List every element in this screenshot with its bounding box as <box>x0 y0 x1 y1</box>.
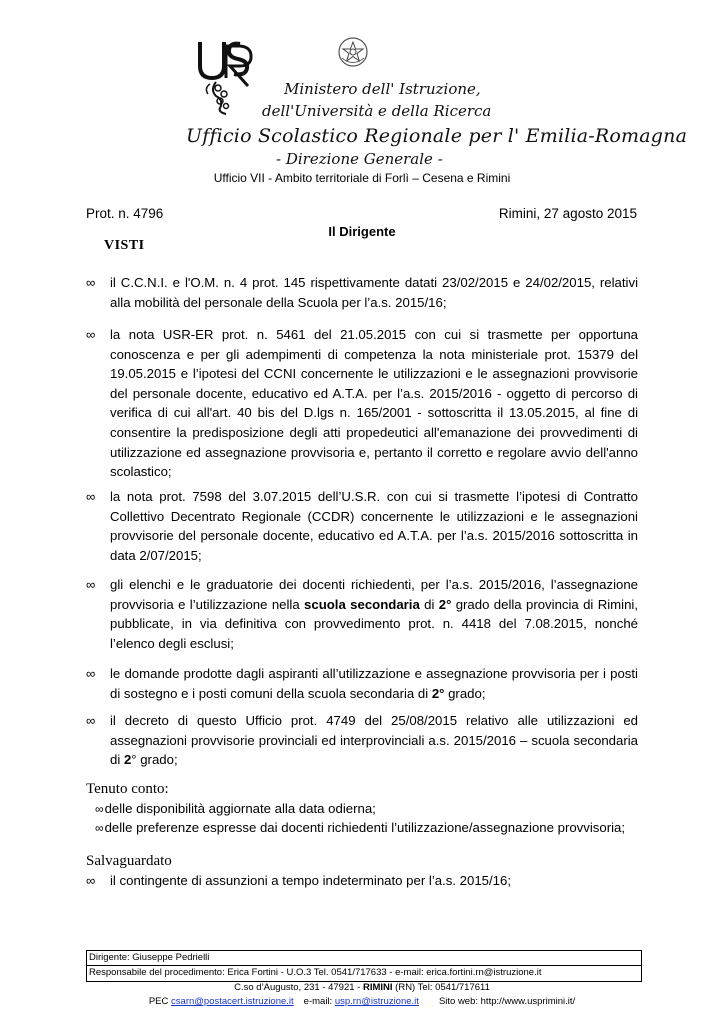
document-title: Il Dirigente <box>328 224 396 239</box>
ministry-line-2: dell'Università e della Ricerca <box>262 102 492 120</box>
office-line: Ufficio Scolastico Regionale per l' Emilia-Romagna <box>186 125 688 147</box>
infinity-bullet-icon: ∞ <box>86 489 96 504</box>
list-item <box>86 487 638 565</box>
list-item: ∞delle disponibilità aggiornate alla data odierna; <box>95 801 376 816</box>
ministry-line-1: Ministero dell' Istruzione, <box>284 80 481 98</box>
infinity-bullet-icon: ∞ <box>86 577 96 592</box>
item-text: la nota USR-ER prot. n. 5461 del 21.05.2015 con cui si trasmette per opportuna conoscenza e per gli adempimenti di competenza la nota ministeriale prot. 15379 del 19.05.2015 e l’ipotesi del CCNI concernente le utilizzazioni e le assegnazioni provvisorie del personale docente, educativo ed A.T.A. per l’a.s. 2015/2016 - oggetto di percorso di verifica di cui all'art. 40 bis del D.lgs n. 165/2001 - sottoscritta il 13.05.2015, al fine di consentire la predisposizione degli atti propedeutici all'emanazione dei provvedimenti di utilizzazione ed assegnazione provvisoria e, pertanto il corretto e regolare avvio dell'anno scolastico; <box>110 327 638 480</box>
list-item <box>86 871 638 891</box>
visti-heading: VISTI <box>104 238 145 253</box>
infinity-bullet-icon: ∞ <box>86 713 96 728</box>
infinity-bullet-icon: ∞ <box>86 666 96 681</box>
item-text: il contingente di assunzioni a tempo indeterminato per l’a.s. 2015/16; <box>110 873 512 888</box>
item-text: il decreto di questo Ufficio prot. 4749 del 25/08/2015 relativo alle utilizzazioni ed assegnazioni provvisorie provinciali ed interprovinciali a.s. 2015/2016 – scuola secondaria di 2° grado; <box>110 713 638 768</box>
email-link[interactable]: usp.rn@istruzione.it <box>334 996 419 1007</box>
republic-emblem-icon <box>337 36 369 68</box>
document-date: Rimini, 27 agosto 2015 <box>498 206 637 221</box>
ufficio-subtitle: Ufficio VII - Ambito territoriale di Forlì – Cesena e Rimini <box>213 171 511 185</box>
pec-link[interactable]: csarn@postacert.istruzione.it <box>171 996 294 1007</box>
salvaguardato-heading: Salvaguardato <box>86 853 172 869</box>
list-item <box>86 325 638 482</box>
infinity-bullet-icon: ∞ <box>86 327 96 342</box>
footer-contacts: PEC csarn@postacert.istruzione.it e-mail: usp.rn@istruzione.it Sito web: http://www.usprimini.it/ <box>148 996 576 1007</box>
list-item <box>86 575 638 653</box>
footer-dirigente: Dirigente: Giuseppe Pedrielli <box>87 951 641 966</box>
list-item: ∞delle preferenze espresse dai docenti richiedenti l’utilizzazione/assegnazione provvisoria; <box>95 820 626 835</box>
list-item <box>86 711 638 770</box>
infinity-bullet-icon: ∞ <box>95 821 104 835</box>
infinity-bullet-icon: ∞ <box>86 275 96 290</box>
footer-box <box>86 950 642 982</box>
footer-address: C.so d’Augusto, 231 - 47921 - RIMINI (RN) Tel: 0541/717611 <box>234 982 490 993</box>
item-text: le domande prodotte dagli aspiranti all’utilizzazione e assegnazione provvisoria per i posti di sostegno e i posti comuni della scuola secondaria di 2° grado; <box>110 666 638 701</box>
item-text: il C.C.N.I. e l'O.M. n. 4 prot. 145 rispettivamente datati 23/02/2015 e 24/02/2015, relativi alla mobilità del personale della Scuola per l’a.s. 2015/16; <box>110 275 638 310</box>
list-item <box>86 273 638 312</box>
website-text: Sito web: http://www.usprimini.it/ <box>438 996 576 1007</box>
infinity-bullet-icon: ∞ <box>86 873 96 888</box>
list-item <box>86 664 638 703</box>
direction-line: - Direzione Generale - <box>276 150 443 168</box>
infinity-bullet-icon: ∞ <box>95 802 104 816</box>
tenuto-conto-heading: Tenuto conto: <box>86 781 169 797</box>
footer-responsabile: Responsabile del procedimento: Erica Fortini - U.O.3 Tel. 0541/717633 - e-mail: erica.fortini.rn@istruzione.it <box>89 967 542 978</box>
item-text: la nota prot. 7598 del 3.07.2015 dell’U.S.R. con cui si trasmette l’ipotesi di Contratto Collettivo Decentrato Regionale (CCDR) concernente le utilizzazioni e le assegnazioni provvisorie del personale docente, educativo ed A.T.A. per l’a.s. 2015/2016 sottoscritta in data 2/07/2015; <box>110 489 638 563</box>
protocol-number: Prot. n. 4796 <box>86 206 164 221</box>
usr-logo <box>196 38 256 116</box>
item-text: gli elenchi e le graduatorie dei docenti richiedenti, per l’a.s. 2015/2016, l’assegnazione provvisoria e l’utilizzazione nella scuola secondaria di 2° grado della provincia di Rimini, pubblicate, in via definitiva con provvedimento prot. n. 4418 del 7.08.2015, nonché l’elenco degli esclusi; <box>110 577 639 651</box>
